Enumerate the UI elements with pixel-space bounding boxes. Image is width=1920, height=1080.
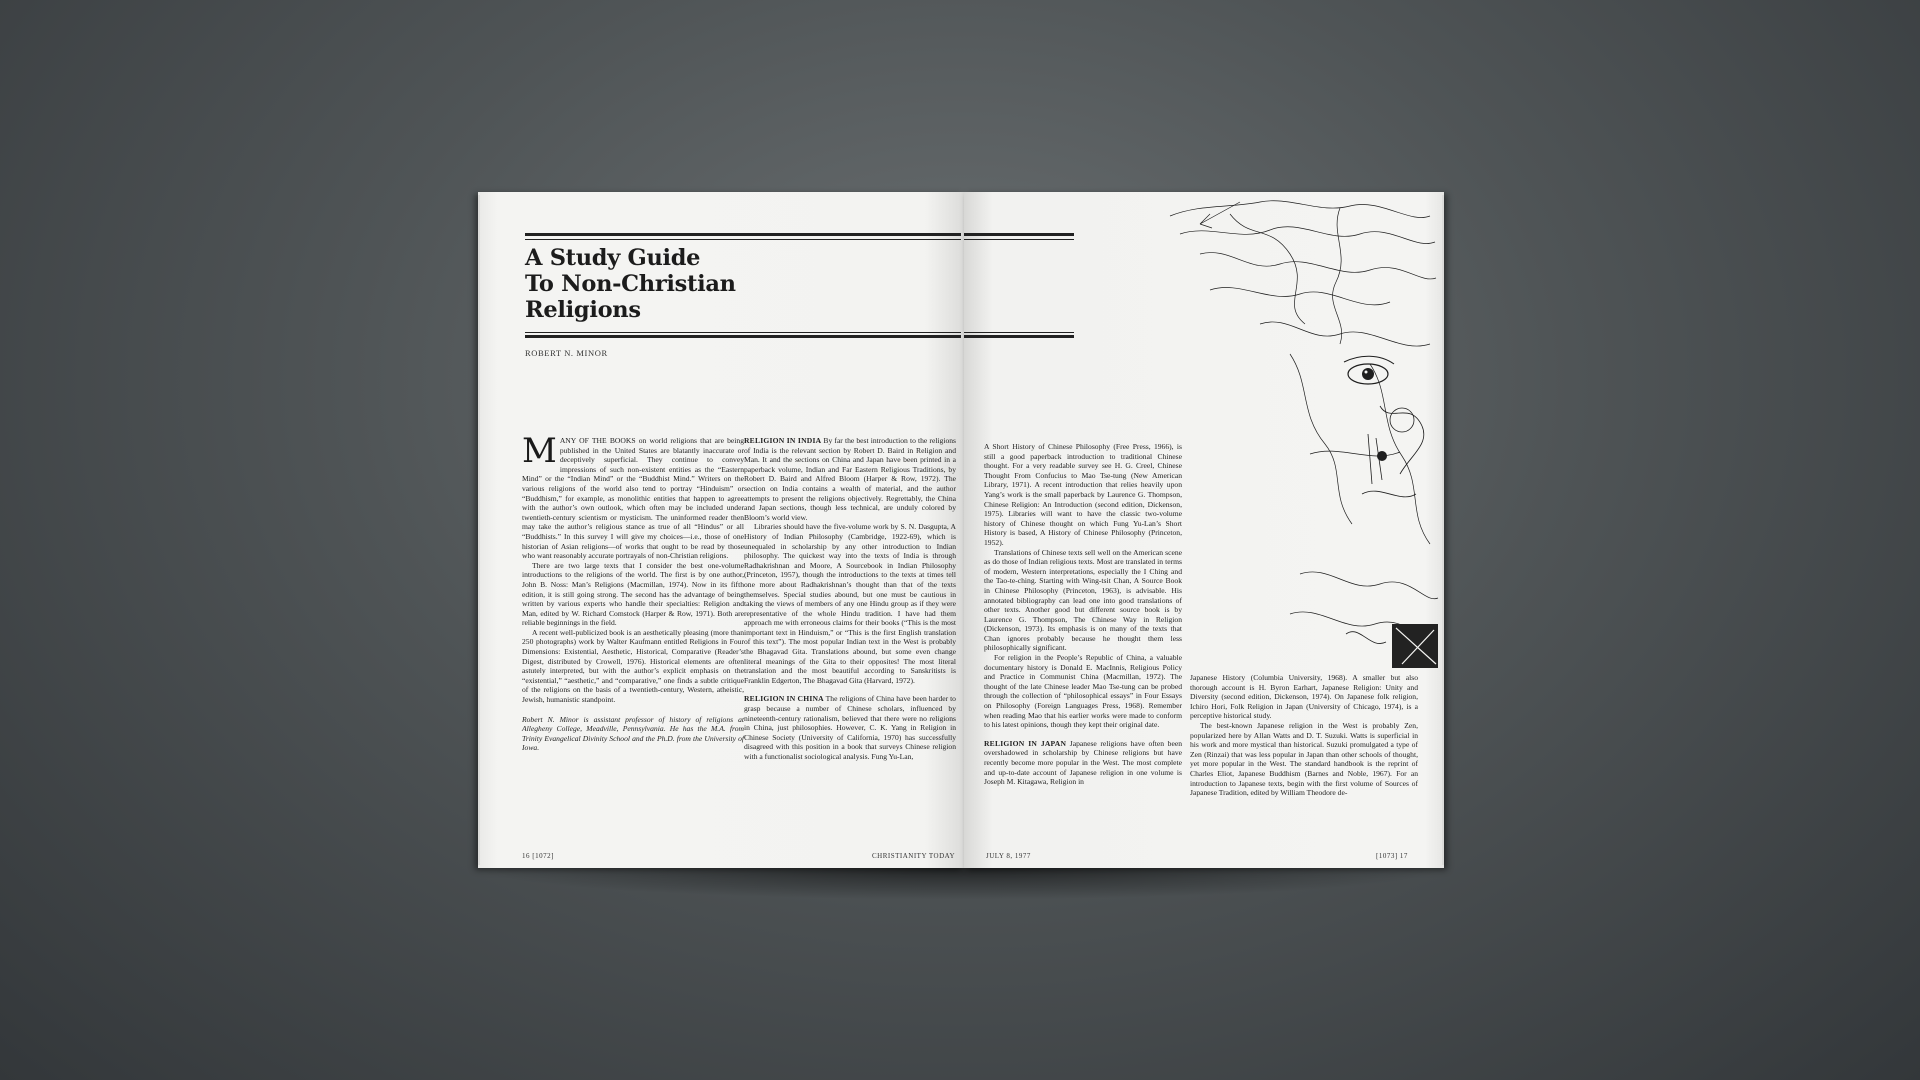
paragraph: Libraries should have the five-volume work by S. N. Dasgupta, A History of Indian Philosophy (Cambridge, 1922-69), which is unequaled in scholarship by any other introduction to Indian philosophy. The quickest way into the texts of India is through Radhakrishnan and Moore, A Sourcebook in Indian Philosophy (Princeton, 1957), though the introductions to the texts at times tell one more about Radhakrishnan’s thought than that of the texts themselves. Special studies abound, but one must be cautious in taking the views of members of any one Hindu group as if they were representative of the whole Hindu tradition. I have had them approach me with erroneous claims for their books (“This is the most important text in Hinduism,” or “This is the first English translation of this text”). The most popular Indian text in the West is probably the Bhagavad Gita. Translations abound, but some even change literal meanings of the Gita to their opposites! The most literal translation and the most beautiful according to Sanskritists is Franklin Edgerton, The Bhagavad Gita (Harvard, 1972). [744,522,956,685]
illustration [1140,194,1440,670]
title-line: A Study Guide [525,245,701,271]
section-heading: RELIGION IN CHINA [744,694,824,704]
paragraph-text: Japanese religions have often been overshadowed in scholarship by Chinese religions but have recently become more popular in the West. The most complete and up-to-date account of Japanese religion in one volume is Joseph M. Kitagawa, Religion in [984,738,1183,787]
left-column-1 [522,431,744,753]
title-rule-bottom [525,335,961,338]
title-rule-top-thin [525,239,961,240]
paragraph-text: By far the best introduction to the religions of India is the relevant section by Robert D. Baird in Religion and Man. It and the sections on China and Japan have been printed in a paperback volume, Indian and Far Eastern Religious Traditions, by Robert D. Baird and Alfred Bloom (Harper & Row, 1972). The section on India contains a wealth of material, and the author attempts to present the religions objectively. Regrettably, the China and Japan sections, though less technical, are unduly colored by Bloom’s world view. [744,436,956,522]
section-heading: RELIGION IN JAPAN [984,738,1067,748]
section-india [744,436,956,522]
issue-date: JULY 8, 1977 [986,852,1031,860]
author-bio: Robert N. Minor is assistant professor of history of religions at Allegheny College, Meadville, Pennsylvania. He has the M.A. from Trinity Evangelical Divinity School and the Ph.D. from the University of Iowa. [522,714,744,753]
title-line: To Non-Christian [525,271,736,297]
article-title [525,245,825,323]
magazine-name: CHRISTIANITY TODAY [872,852,956,860]
section-heading: RELIGION IN INDIA [744,436,822,445]
right-column-1 [984,442,1182,787]
left-column-2 [744,436,956,762]
page-edge-right [1442,195,1444,865]
right-page [964,192,1444,868]
section-japan [984,739,1182,787]
paragraph: Translations of Chinese texts sell well on the American scene as do those of Indian religious texts. Most are translated in terms of modern, Western interpretations, especially the I Ching and the Tao-te-ching. Starting with Wing-tsit Chan, A Source Book in Chinese Philosophy (Princeton, 1963), is advisable. His annotated bibliography can lead one into good translations of other texts. Another good but different source book is by Laurence G. Thompson, The Chinese Way in Religion (Dickenson, 1973). Its emphasis is on many of the texts that Chan ignores probably because he thought them less philosophically significant. [984,547,1182,653]
paragraph: The best-known Japanese religion in the West is probably Zen, popularized here by Allan Watts and D. T. Suzuki. Watts is superficial in his work and more mystical than historical. Suzuki promulgated a type of Zen (Rinzai) that was less popular in Japan than other schools of thought, yet more popular in the West. The standard handbook is the reprint of Charles Eliot, Japanese Buddhism (Barnes and Noble, 1967). For an introduction to Japanese texts, begin with the first volume of Sources of Japanese Tradition, edited by William Theodore de- [1190,720,1418,798]
left-page [478,192,964,868]
paragraph-text: The religions of China have been harder to grasp because a number of Chinese scholars, influenced by nineteenth-century rationalism, believed that there were no religions in China, just philosophies. However, C. K. Yang in Religion in Chinese Society (University of California, 1970) has successfully disagreed with this position in a book that surveys Chinese religion with a functionalist sociological analysis. Fung Yu-Lan, [744,694,956,761]
figure-cluster [1362,406,1424,497]
paragraph: For religion in the People’s Republic of China, a valuable documentary history is Donald E. MacInnis, Religious Policy and Practice in Communist China (Macmillan, 1972). The thought of the late Chinese leader Mao Tse-tung can be probed through the collection of “philosophical essays” in Four Essays on Philosophy (Foreign Languages Press, 1968). Remember when reading Mao that his earlier works were made to conform to his latest opinions, though they kept their original date. [984,653,1182,730]
magazine-spread [478,192,1444,868]
eye-motif [1344,356,1394,384]
page-number-left: 16 [1072] [522,852,554,860]
right-column-2 [1190,673,1418,798]
spread-rule-bottom-thin [964,332,1074,333]
title-rule-bottom-thin [525,332,961,333]
page-edge-left [478,195,480,865]
drop-cap: M [522,431,557,471]
title-rule-top [525,233,961,236]
page-number-right: [1073] 17 [1376,852,1408,860]
spread-rule-top-thin [964,239,1074,240]
intro-paragraph [522,431,744,561]
section-china [744,694,956,761]
paragraph-text: ANY OF THE BOOKS on world religions that are being published in the United States are blatantly inaccurate or deceptively superficial. They continue to convey impressions of such non-existent entities as the “Eastern Mind” or the “Indian Mind” or the “Buddhist Mind.” Writers on the various religions of the world also tend to portray “Hinduism” or “Buddhism,” for example, as monolithic entities that happen to agree with the author’s own outlook, which often may be included under twentieth-century scientism or mysticism. The uninformed reader then may take the author’s religious stance as true of all “Hindus” or all “Buddhists.” In this survey I will give my choices—i.e., those of one historian of Asian religions—of works that ought to be read by those who want reasonably accurate portrayals of non-Christian religions. [522,436,744,561]
paragraph: There are two large texts that I consider the best one-volume introductions to the religions of the world. The first is by one author, John B. Noss: Man’s Religions (Macmillan, 1974). Now in its fifth edition, it is still going strong. The second has the advantage of being written by various experts who handle their specialties: Religion and Man, edited by W. Richard Comstock (Harper & Row, 1971). Both are reliable beginnings in the field. [522,560,744,628]
paragraph: Japanese History (Columbia University, 1968). A smaller but also thorough account is H. Byron Earhart, Japanese Religion: Unity and Diversity (second edition, Dickenson, 1974). On Japanese folk religion, Ichiro Hori, Folk Religion in Japan (University of Chicago, 1974), is a perceptive historical study. [1190,673,1418,721]
paragraph: A Short History of Chinese Philosophy (Free Press, 1966), is still a good paperback introduction to traditional Chinese thought. For a very readable survey see H. G. Creel, Chinese Thought From Confucius to Mao Tse-tung (New American Library, 1971). A recent introduction that relies heavily upon Yang’s work is the small paperback by Laurence G. Thompson, Chinese Religion: An Introduction (second edition, Dickenson, 1975). Libraries will want to have the classic two-volume history of Chinese thought on which Fung Yu-Lan’s Short History is based, A History of Chinese Philosophy (Princeton, 1952). [984,442,1182,547]
paragraph: A recent well-publicized book is an aesthetically pleasing (more than 250 photographs) work by Walter Kaufmann entitled Religions in Four Dimensions: Existential, Aesthetic, Historical, Comparative (Reader’s Digest, distributed by Crowell, 1976). Historical elements are often astutely interpreted, but with the author’s explicit emphasis on the “existential,” “aesthetic,” and “comparative,” one finds a subtle critique of the religions on the basis of a twentieth-century, Western, atheistic, Jewish, humanistic standpoint. [522,627,744,705]
spread-rule-top [964,233,1074,236]
title-line: Religions [525,297,641,323]
spread-rule-bottom [964,335,1074,338]
article-byline: ROBERT N. MINOR [525,348,608,358]
